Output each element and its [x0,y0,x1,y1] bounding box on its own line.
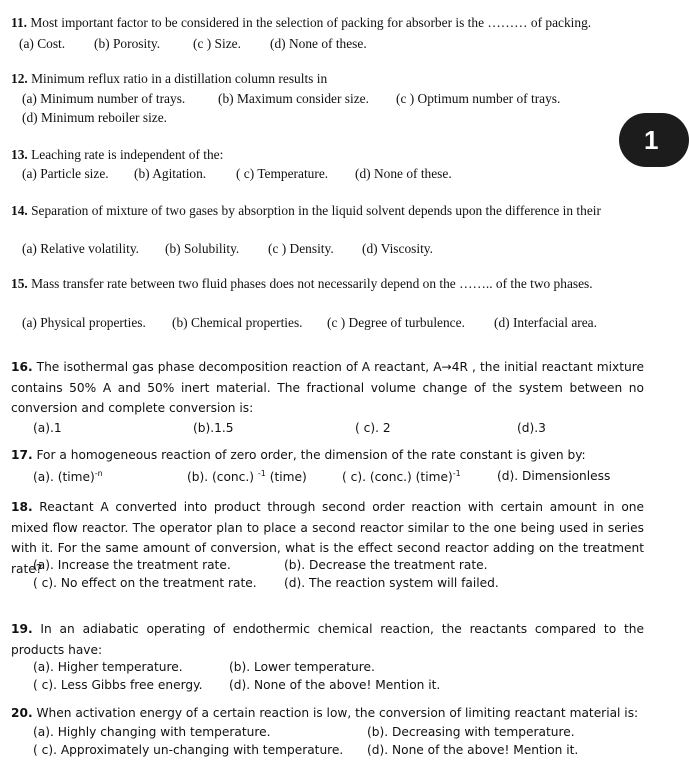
option-b: (b).1.5 [193,421,234,435]
option-c: ( c). No effect on the treatment rate. [33,576,257,590]
question-number: 11. [11,15,27,30]
option-d: (d) None of these. [355,166,452,181]
question-text: Reactant A converted into product through second order reaction with certain amount in one mixed flow reactor. The operator plan to place a second reactor similar to the one being used in series with it. For the same amount of conversion, what is the effect second reactor adding on the treatment rate? [11,500,644,576]
option-b: (b). Decrease the treatment rate. [284,558,488,572]
page-number: 1 [644,125,659,155]
question-text: Most important factor to be considered in the selection of packing for absorber is the ……… of packing. [27,15,592,30]
option-a: (a) Particle size. [22,166,109,181]
option-d: (d).3 [517,421,546,435]
option-d: (d) None of these. [270,36,367,51]
question-number: 12. [11,71,28,86]
option-a: (a). Higher temperature. [33,660,183,674]
option-b: (b). Decreasing with temperature. [367,725,575,739]
question-16 [11,357,644,419]
question-text: When activation energy of a certain reaction is low, the conversion of limiting reactant material is: [32,706,639,720]
question-13 [11,147,223,163]
question-14 [11,201,644,220]
option-c: ( c). Less Gibbs free energy. [33,678,203,692]
option-c: (c ) Degree of turbulence. [327,315,465,330]
question-text: In an adiabatic operating of endothermic chemical reaction, the reactants compared to the products have: [11,622,644,657]
option-d: (d) Viscosity. [362,241,433,256]
question-number: 16. [11,360,33,374]
option-c: ( c) Temperature. [236,166,329,181]
option-c: (c ) Density. [268,241,334,256]
exponent: -n [94,469,103,478]
option-b [187,469,307,484]
option-a [33,469,103,484]
option-a: (a). Highly changing with temperature. [33,725,271,739]
question-number: 18. [11,500,33,514]
question-19 [11,619,644,660]
option-b: (b) Chemical properties. [172,315,303,330]
option-b: (b) Maximum consider size. [218,91,369,106]
option-a: (a) Physical properties. [22,315,146,330]
question-15 [11,276,593,292]
option-text: ( c). (conc.) (time) [342,470,453,485]
page-number-badge [619,113,689,167]
question-17 [11,448,586,462]
option-c: ( c). Approximately un-changing with temperature. [33,743,344,757]
option-a: (a) Minimum number of trays. [22,91,186,106]
option-c: ( c). 2 [355,421,391,435]
option-c: (c ) Size. [193,36,241,51]
option-d: (d) Interfacial area. [494,315,597,330]
option-b: (b) Agitation. [134,166,207,181]
option-a: (a). Increase the treatment rate. [33,558,231,572]
question-11 [11,15,591,31]
option-d: (d). The reaction system will failed. [284,576,499,590]
question-12 [11,71,327,87]
question-number: 14. [11,203,28,218]
question-text: Minimum reflux ratio in a distillation column results in [27,71,328,86]
option-d: (d) Minimum reboiler size. [22,110,168,125]
question-text: Mass transfer rate between two fluid phases does not necessarily depend on the …….. of the two phases. [27,276,593,291]
question-number: 13. [11,147,28,162]
question-20 [11,706,638,720]
question-text: For a homogeneous reaction of zero order, the dimension of the rate constant is given by: [32,448,586,462]
exponent: -1 [257,469,266,478]
option-c: (c ) Optimum number of trays. [396,91,561,106]
question-number: 17. [11,448,33,462]
option-b: (b) Porosity. [94,36,161,51]
option-a: (a).1 [33,421,62,435]
option-d: (d). Dimensionless [497,469,611,483]
question-text: Separation of mixture of two gases by absorption in the liquid solvent depends upon the difference in their [27,203,601,218]
question-text: Leaching rate is independent of the: [27,147,224,162]
option-b: (b) Solubility. [165,241,240,256]
option-a: (a) Relative volatility. [22,241,140,256]
question-number: 15. [11,276,28,291]
option-d: (d). None of the above! Mention it. [229,678,441,692]
option-a: (a) Cost. [19,36,66,51]
option-d: (d). None of the above! Mention it. [367,743,579,757]
question-number: 20. [11,706,33,720]
option-text: (a). (time) [33,470,95,485]
question-text: The isothermal gas phase decomposition reaction of A reactant, A→4R , the initial reactant mixture contains 50% A and 50% inert material. The fractional volume change of the system between no conversion and complete conversion is: [11,360,644,415]
exponent: -1 [452,469,461,478]
question-number: 19. [11,622,33,636]
option-text: (b). (conc.) [187,470,254,485]
option-c [342,469,461,484]
option-text: (time) [269,470,307,485]
option-b: (b). Lower temperature. [229,660,375,674]
